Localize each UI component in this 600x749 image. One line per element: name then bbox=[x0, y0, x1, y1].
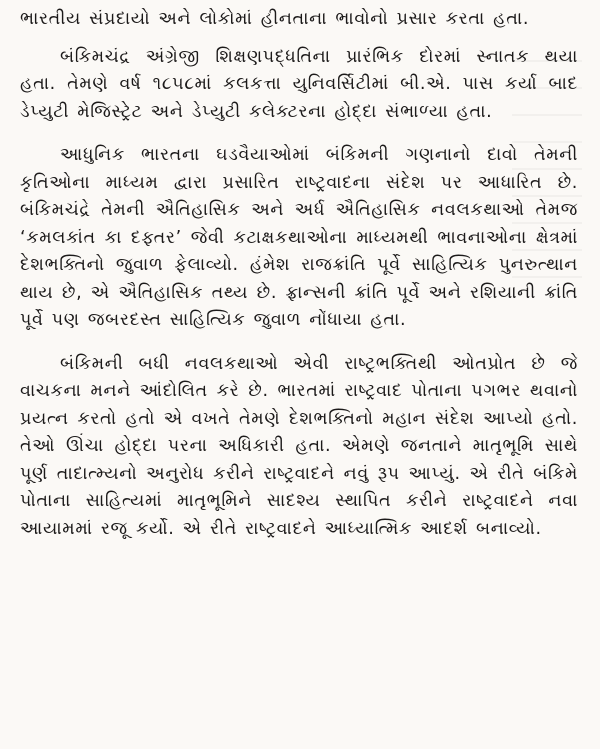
paragraph-continuation: ભારતીય સંપ્રદાયો અને લોકોમાં હીનતાના ભાવોનો પ્રસાર કરતા હતા. bbox=[20, 9, 530, 29]
paragraph-education: બંકિમચંદ્ર અંગ્રેજી શિક્ષણપદ્ધતિના પ્રારંભિક દોરમાં સ્નાતક થયા હતા. તેમણે વર્ષ ૧૮૫૮માં કલકત્તા યુનિવર્સિટીમાં બી.એ. પાસ કર્યા બાદ ડેપ્યુટી મેજિસ્ટ્રેટ અને ડેપ્યુટી કલેક્ટરના હોદ્દા સંભાળ્યા હતા. bbox=[20, 46, 578, 122]
paragraph-novels: બંકિમની બધી નવલકથાઓ એવી રાષ્ટ્રભક્તિથી ઓતપ્રોત છે જે વાચકના મનને આંદોલિત કરે છે. ભારતમાં રાષ્ટ્રવાદ પોતાના પગભર થવાનો પ્રયત્ન કરતો હતો એ વખતે તેમણે દેશભક્તિનો મહાન સંદેશ આપ્યો હતો. તેઓ ઊંચા હોદ્દા પરના અધિકારી હતા. એમણે જનતાને માતૃભૂમિ સાથે પૂર્ણ તાદાત્મ્યનો અનુરોધ કરીને રાષ્ટ્રવાદને નવું રૂપ આપ્યું. એ રીતે બંકિમે પોતાના સાહિત્યમાં માતૃભૂમિને સાદશ્ય સ્થાપિત કરીને રાષ્ટ્રવાદને નવા આયામમાં રજૂ કર્યો. એ રીતે રાષ્ટ્રવાદને આધ્યાત્મિક આદર્શ બનાવ્યો. bbox=[20, 353, 578, 539]
paragraph-nationalism: આધુનિક ભારતના ઘડવૈયાઓમાં બંકિમની ગણનાનો દાવો તેમની કૃતિઓના માધ્યમ દ્વારા પ્રસારિત રાષ્ટ્રવાદના સંદેશ પર આધારિત છે. બંકિમચંદ્રે તેમની ઐતિહાસિક અને અર્ધ ઐતિહાસિક નવલકથાઓ તેમજ ‘કમલકાંત કા દફ્તર’ જેવી કટાક્ષકથાઓના માધ્યમથી ભાવનાઓના ક્ષેત્રમાં દેશભક્તિનો જુવાળ ફેલાવ્યો. હંમેશ રાજક્રાંતિ પૂર્વે સાહિત્યિક પુનરુત્થાન થાય છે, એ ઐતિહાસિક તથ્ય છે. ફ્રાન્સની ક્રાંતિ પૂર્વે અને રશિયાની ક્રાંતિ પૂર્વે પણ જબરદસ્ત સાહિત્યિક જુવાળ નોંધાયા હતા. bbox=[20, 145, 578, 330]
